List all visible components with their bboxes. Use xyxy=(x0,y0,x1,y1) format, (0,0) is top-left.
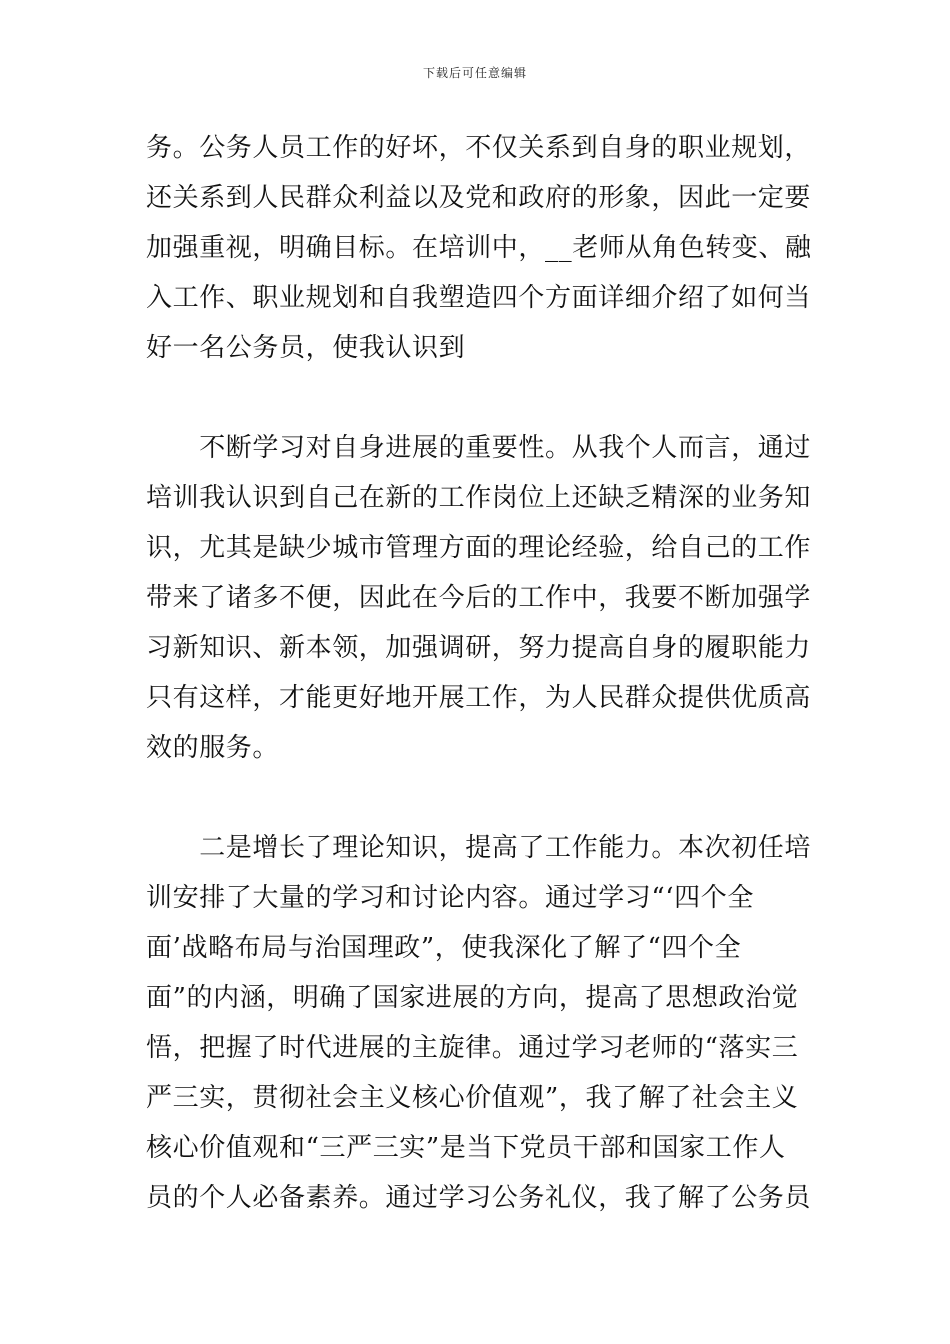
text-line: 严三实，贯彻社会主义核心价值观”，我了解了社会主义 xyxy=(146,1083,799,1113)
text-line: 训安排了大量的学习和讨论内容。通过学习“‘四个全 xyxy=(146,883,754,913)
text-line: 培训我认识到自己在新的工作岗位上还缺乏精深的业务知 xyxy=(146,483,812,513)
text-line: 还关系到人民群众利益以及党和政府的形象，因此一定要 xyxy=(146,183,812,213)
text-line: 好一名公务员，使我认识到 xyxy=(146,333,466,363)
text-line: 面”的内涵，明确了国家进展的方向，提高了思想政治觉 xyxy=(146,983,799,1013)
text-line: 效的服务。 xyxy=(146,733,280,763)
text-line: 只有这样，才能更好地开展工作，为人民群众提供优质高 xyxy=(146,683,812,713)
text-line: 识，尤其是缺少城市管理方面的理论经验，给自己的工作 xyxy=(146,533,812,563)
text-line: 悟，把握了时代进展的主旋律。通过学习老师的“落实三 xyxy=(146,1033,799,1063)
page-header: 下载后可任意编辑 xyxy=(422,66,527,80)
text-line: 习新知识、新本领，加强调研，努力提高自身的履职能力 xyxy=(146,633,812,663)
text-line: 不断学习对自身进展的重要性。从我个人而言，通过 xyxy=(146,433,812,463)
text-line: 面’战略布局与治国理政”，使我深化了解了“四个全 xyxy=(146,933,742,963)
text-line: 员的个人必备素养。通过学习公务礼仪，我了解了公务员 xyxy=(146,1183,812,1213)
text-line: 核心价值观和“三严三实”是当下党员干部和国家工作人 xyxy=(146,1133,786,1163)
text-line: 带来了诸多不便，因此在今后的工作中，我要不断加强学 xyxy=(146,583,812,613)
text-line: 二是增长了理论知识，提高了工作能力。本次初任培 xyxy=(146,833,812,863)
text-line: 加强重视，明确目标。在培训中，__老师从角色转变、融 xyxy=(146,233,812,263)
text-line: 务。公务人员工作的好坏，不仅关系到自身的职业规划， xyxy=(146,133,812,163)
text-line: 入工作、职业规划和自我塑造四个方面详细介绍了如何当 xyxy=(146,283,812,313)
